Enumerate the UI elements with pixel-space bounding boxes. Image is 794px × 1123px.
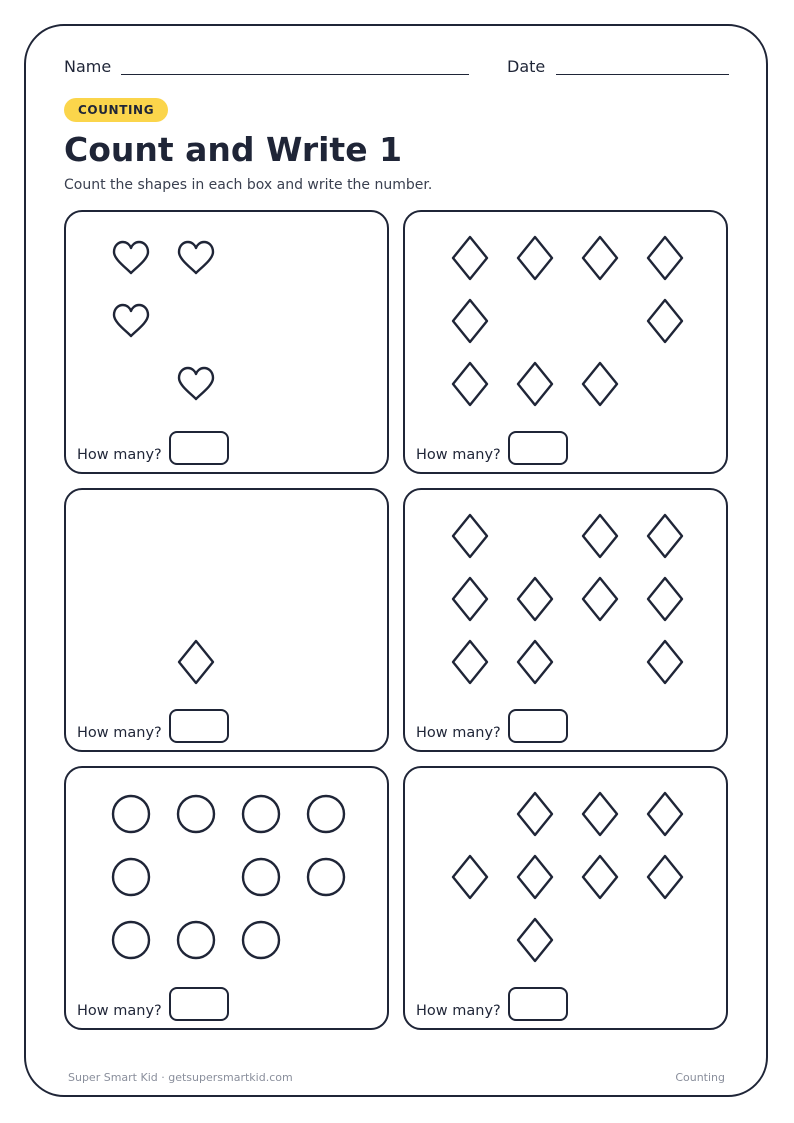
diamond-icon: [648, 237, 682, 279]
diamond-icon: [453, 237, 487, 279]
circle-icon: [113, 922, 149, 958]
diamond-icon: [648, 641, 682, 683]
diamond-icon: [518, 578, 552, 620]
diamond-icon: [453, 578, 487, 620]
diamond-icon: [648, 856, 682, 898]
answer-box[interactable]: [169, 709, 229, 743]
diamond-icon: [518, 856, 552, 898]
category-badge: COUNTING: [64, 98, 168, 122]
how-many-label: How many?: [416, 1003, 501, 1019]
count-panel-2: [403, 210, 728, 474]
how-many-label: How many?: [416, 447, 501, 463]
date-label: Date: [507, 57, 546, 76]
count-panel-4: [403, 488, 728, 752]
diamond-icon: [453, 300, 487, 342]
diamond-icon: [518, 919, 552, 961]
footer-category: Counting: [675, 1071, 725, 1084]
count-panel-1: [64, 210, 389, 474]
diamond-icon: [583, 515, 617, 557]
how-many-label: How many?: [416, 725, 501, 741]
circle-icon: [113, 796, 149, 832]
page-title: Count and Write 1: [64, 130, 403, 169]
count-panel-5: [64, 766, 389, 1030]
diamond-icon: [583, 793, 617, 835]
heart-icon: [179, 242, 213, 273]
circle-icon: [308, 796, 344, 832]
circle-icon: [243, 859, 279, 895]
count-panel-6: [403, 766, 728, 1030]
diamond-icon: [583, 237, 617, 279]
diamond-icon: [453, 856, 487, 898]
circle-icon: [178, 796, 214, 832]
circle-icon: [243, 796, 279, 832]
instructions: Count the shapes in each box and write the number.: [64, 177, 433, 193]
answer-box[interactable]: [508, 709, 568, 743]
count-panel-3: [64, 488, 389, 752]
answer-box[interactable]: [508, 431, 568, 465]
circle-icon: [308, 859, 344, 895]
name-label: Name: [64, 57, 112, 76]
footer-brand: Super Smart Kid · getsupersmartkid.com: [68, 1071, 293, 1084]
answer-box[interactable]: [169, 431, 229, 465]
diamond-icon: [648, 578, 682, 620]
heart-icon: [114, 305, 148, 336]
name-field[interactable]: [121, 74, 469, 75]
heart-icon: [114, 242, 148, 273]
diamond-icon: [179, 641, 213, 683]
circle-icon: [113, 859, 149, 895]
diamond-icon: [518, 793, 552, 835]
diamond-icon: [453, 515, 487, 557]
diamond-icon: [648, 515, 682, 557]
how-many-label: How many?: [77, 1003, 162, 1019]
how-many-label: How many?: [77, 447, 162, 463]
diamond-icon: [453, 641, 487, 683]
diamond-icon: [518, 363, 552, 405]
answer-box[interactable]: [508, 987, 568, 1021]
answer-box[interactable]: [169, 987, 229, 1021]
diamond-icon: [583, 856, 617, 898]
diamond-icon: [648, 300, 682, 342]
diamond-icon: [583, 363, 617, 405]
diamond-icon: [453, 363, 487, 405]
date-field[interactable]: [556, 74, 729, 75]
diamond-icon: [583, 578, 617, 620]
heart-icon: [179, 368, 213, 399]
diamond-icon: [518, 237, 552, 279]
circle-icon: [178, 922, 214, 958]
diamond-icon: [518, 641, 552, 683]
circle-icon: [243, 922, 279, 958]
how-many-label: How many?: [77, 725, 162, 741]
diamond-icon: [648, 793, 682, 835]
